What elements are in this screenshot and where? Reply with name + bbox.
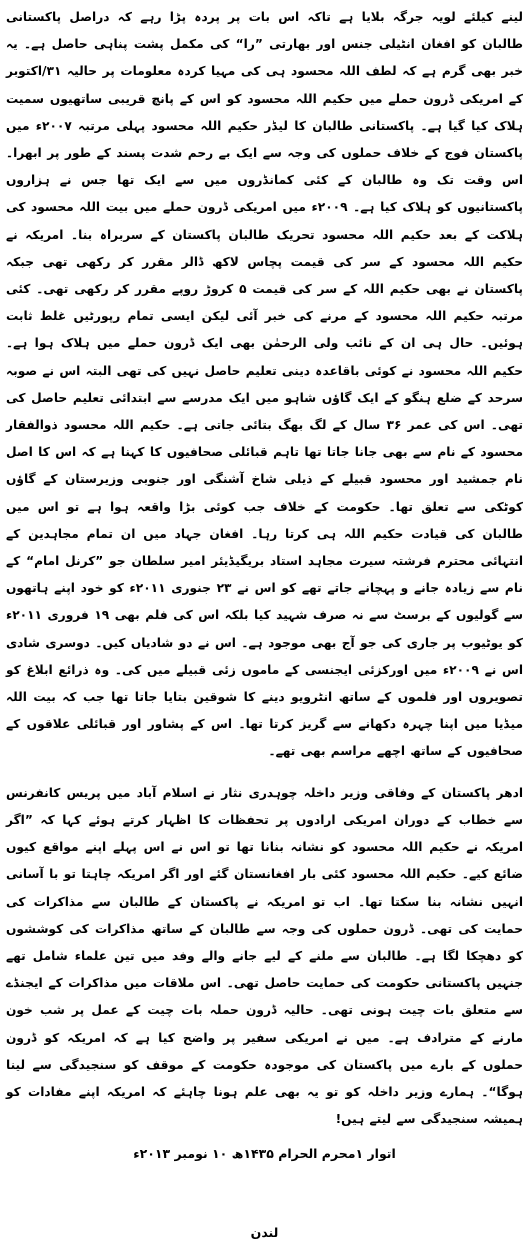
article-paragraph-1: لینے کیلئے لویہ جرگہ بلایا ہے تاکہ اس بات پر پردہ پڑا رہے کہ دراصل پاکستانی طالبان کو افغان انٹیلی جنس اور بھارتی ”را“ کی مکمل پشت پناہی حاصل ہے۔ یہ خبر بھی گرم ہے کہ لطف اللہ محسود ہی کی مہیا کردہ معلومات پر حالیہ ۳۱/اکتوبر کے امریکی ڈرون حملے میں حکیم اللہ محسود کو اس کے پانچ قریبی ساتھیوں سمیت ہلاک کیا گیا ہے۔ پاکستانی طالبان کا لیڈر حکیم اللہ محسود پہلی مرتبہ ۲۰۰۷ء میں پاکستان فوج کے خلاف حملوں کی وجہ سے ایک بے رحم شدت پسند کے طور پر ابھرا۔ اس وقت تک وہ طالبان کے کئی کمانڈروں میں سے ایک تھا جس نے ہزاروں پاکستانیوں کو ہلاک کیا ہے۔ ۲۰۰۹ء میں امریکی ڈرون حملے میں بیت اللہ محسود کی ہلاکت کے بعد حکیم اللہ محسود تحریک طالبان پاکستان کے سربراہ بنا۔ امریکہ نے حکیم اللہ محسود کے سر کی قیمت پچاس لاکھ ڈالر مقرر کر رکھی تھی جبکہ پاکستان نے بھی حکیم اللہ کے سر کی قیمت ۵ کروڑ روپے مقرر کر رکھی تھی۔ کئی مرتبہ حکیم اللہ محسود کے مرنے کی خبر آئی لیکن ایسی تمام رپورٹیں غلط ثابت ہوئیں۔ حال ہی ان کے نائب ولی الرحمٰن بھی ایک ڈرون حملے میں ہلاک ہوا ہے۔ حکیم اللہ محسود نے کوئی باقاعدہ دینی تعلیم حاصل نہیں کی تھی البتہ اس نے صوبہ سرحد کے ضلع ہنگو کے ایک گاؤں شاہو میں ایک مدرسے سے ابتدائی تعلیم حاصل کی تھی۔ اس کی عمر ۳۶ سال کے لگ بھگ بتائی جاتی ہے۔ حکیم اللہ محسود ذوالفقار محسود کے نام سے بھی جانا جاتا تھا تاہم قبائلی صحافیوں کا کہنا ہے کہ اس کا اصل نام جمشید اور محسود قبیلے کے ذیلی شاخ آشنگی اور جنوبی وزیرستان کے گاؤں کوٹکی سے تعلق تھا۔ حکومت کے خلاف جب کوئی بڑا واقعہ ہوا ہے تو اس میں طالبان کی قیادت حکیم اللہ ہی کرتا رہا۔ افغان جہاد میں ان تمام مجاہدین کے انتہائی محترم فرشتہ سیرت مجاہد استاد بریگیڈیئر امیر سلطان جو ”کرنل امام“ کے نام سے زیادہ جانے و پہچانے جاتے تھے کو اس نے ۲۳ جنوری ۲۰۱۱ء کو خود اپنے ہاتھوں سے گولیوں کے برسٹ سے نہ صرف شہید کیا بلکہ اس کی فلم بھی ۱۹ فروری ۲۰۱۱ء کو یوٹیوب پر جاری کی جو آج بھی موجود ہے۔ اس نے دو شادیاں کیں۔ دوسری شادی اس نے ۲۰۰۹ء میں اورکزئی ایجنسی کے ماموں زئی قبیلے میں کی۔ وہ ذرائع ابلاغ کو تصویروں اور فلموں کے ساتھ انٹرویو دینے کا شوقین بتایا جاتا تھا جب کہ بیت اللہ میڈیا میں اپنا چہرہ دکھانے سے گریز کرتا تھا۔ اس کے پشاور اور قبائلی علاقوں کے صحافیوں کے ساتھ اچھے مراسم بھی تھے۔ xyxy=(6,10,523,759)
article-location: لندن xyxy=(250,1225,279,1241)
article-body xyxy=(6,4,523,1133)
article-dateline: اتوار ۱محرم الحرام ۱۴۳۵ھ ۱۰ نومبر ۲۰۱۳ء xyxy=(133,1146,396,1162)
article-paragraph-2: ادھر پاکستان کے وفاقی وزیر داخلہ چوہدری نثار نے اسلام آباد میں پریس کانفرنس سے خطاب کے دوران امریکی ارادوں پر تحفظات کا اظہار کرتے ہوئے کہا کہ ”اگر امریکہ نے حکیم اللہ محسود کو نشانہ بنانا تھا تو اس نے اس پہلے اپنے مواقع کیوں ضائع کیے۔ حکیم اللہ محسود کئی بار افغانستان گئے اور اگر امریکہ چاہتا تو با آسانی انہیں نشانہ بنا سکتا تھا۔ اب تو امریکہ نے پاکستان کے طالبان سے مذاکرات کی حمایت کی تھی۔ ڈرون حملوں کی وجہ سے طالبان کے ساتھ مذاکرات کی کوششوں کو دھچکا لگا ہے۔ طالبان سے ملنے کے لیے جانے والے وفد میں تین علماء شامل تھے جنہیں پاکستانی حکومت کی حمایت حاصل تھی۔ اس ملاقات میں مذاکرات کے ایجنڈے سے متعلق بات چیت ہونی تھی۔ حالیہ ڈرون حملہ بات چیت کے عمل پر شب خون مارنے کے مترادف ہے۔ میں نے امریکی سفیر پر واضح کیا ہے کہ امریکہ کو ڈرون حملوں کے بارے میں پاکستان کی موجودہ حکومت کے موقف کو سنجیدگی سے لینا ہوگا“۔ ہمارے وزیر داخلہ کو تو یہ بھی علم ہونا چاہئے کہ امریکہ اپنے مفادات کو ہمیشہ سنجیدگی سے لیتے ہیں! xyxy=(6,785,523,1127)
